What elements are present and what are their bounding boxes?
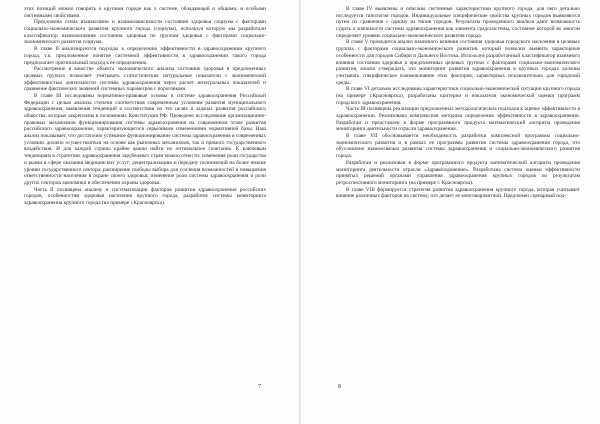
- left-page-text: [24, 6, 266, 207]
- paragraph: Часть III посвящена реализации предложенных методологических подходов к оценке эффективности в здравоохранении. Реализована комплексная методика определения эффективности в здравоохранении. Разработан и представлен в форме программного продукта математический алгоритм проведения мониторинга деятельности отрасли здравоохранения.: [336, 106, 580, 133]
- paragraph: Предложена схема взаимосвязи и взаимозависимости состояния здоровья социума с факторами социально-экономического развития крупного города (социума), используя которую мы разработали классификатор взаимовлияния состояния здоровья по группам здоровья с факторами социально-экономического развития социума.: [24, 19, 266, 46]
- paragraph: Рассмотрение в качестве объекта экономического анализа состояние здоровья в предложенных целевых группах позволяет учитывать статистические натуральные показатели с экономической эффективностью деятельности системы здравоохранения через расчет интегральных показателей и сравнение фактических значений системных параметров с пороговыми.: [24, 66, 266, 93]
- paragraph: этих позиций можно говорить о крупном городе как о системе, обладающей и общими, и особыми системными свойствами.: [24, 6, 266, 19]
- page-number: 7: [258, 384, 261, 390]
- paragraph: В главе VI детально исследованы характеристики социально-экономической ситуации крупного города (на примере г.Красноярска), разработаны критерии и показатели экономической оценки программ городского здравоохранения.: [336, 86, 580, 106]
- paragraph: В главе VII обосновывается необходимость разработки комплексной программы социально-экономического развития и в рамках ее программы развития системы здравоохранения города, что обусловлено взаимосвязью развития системы здравоохранения и социально-экономического развития города.: [336, 133, 580, 160]
- paragraph: В главе VIII формируется стратегия развития здравоохранения крупного города, которая учитывает влияние различных факторов на систему, что делает ее многовариантной. Предложен сценарный под-: [336, 186, 580, 200]
- paragraph: В главе II анализируются подходы к определению эффективности в здравоохранении крупного города, т.к. предложенное понятие системной эффективности в здравоохранении такого города предполагает оригинальный подход к ее определению.: [24, 46, 266, 66]
- paragraph: В главе IV выявлены и описаны системные характеристики крупного города, для чего детально исследуется типология городов. Индивидуальные специфические свойства крупных городов выявляются путем их сравнения с одному из типов городов. Результаты проведенного анализа дают возможность судить о значимости системы здравоохранения как элемента градосистемы, состояние которой во многом определяет уровень социально-экономического развития города.: [336, 6, 580, 39]
- right-page-text: [336, 6, 580, 200]
- right-page: [300, 0, 600, 424]
- page-number: 8: [338, 384, 341, 390]
- paragraph: Разработан и реализован в форме программного продукта математический алгоритм проведения мониторинга деятельности отрасли «Здравоохранение». Разработана система оценки эффективности принятых решений органами управления здравоохранения крупных городов по результатам ретроспективного мониторинга (на примере г. Красноярска).: [336, 159, 580, 186]
- paragraph: В главе III исследованы нормативно-правовые основы в системе здравоохранения Российской Федерации с целью анализа степени соответствия современным условиям развития муниципального здравоохранения, выявления тенденций в соответствии их тех целях и задачах развития российского общества, которые закреплены в положениях Конституции РФ. Проведено исследование организационно-правовых механизмов функционирования системы здравоохранения на современном этапе развития российского здравоохранения, характеризующегося серьезными изменениями нормативной базы. Наш анализ показывает, что достаточно успешное функционирование системы здравоохранения в современных условиях должно осуществляться на основе как рыночных механизмов, так и прямого государственного воздействия. И для каждой страны крайне важно найти их оптимальное сочетание. К ключевым тенденциям в стратегиях здравоохранения зарубежных стран можно отнести: изменение роли государства и рынка в сфере оказания медицинских услуг; децентрализацию и передачу полномочий на более низкие уровни государственного сектора; расширение свободы выбора для усиления возможностей и повышения ответственности населения в охране своего здоровья; изменение роли системы здравоохранения и роли других секторов экономики в обеспечении охраны здоровья.: [24, 92, 266, 186]
- paragraph: В главе V проводится анализ взаимного влияния состояния здоровья городского населения в целевых группах с факторами социально-экономического развития, который позволил выявить характерные особенности для городов Сибири и Дальнего Востока. Используя разработанный классификатор взаимного влияния состояния здоровья в предложенных целевых группах с факторами социально-экономического развития, можно утверждать, что мониторинг развития здравоохранения в крупных городах должны учитывать специфическое взаимовлияние этих факторов, характерных исключительно для городской среды.: [336, 39, 580, 86]
- paragraph: Часть II посвящена анализу и систематизации факторов развития здравоохранения российских городов, особенностям здоровья населения крупного города, разработке системы мониторинга здравоохранения крупного города (на примере г.Красноярска).: [24, 186, 266, 206]
